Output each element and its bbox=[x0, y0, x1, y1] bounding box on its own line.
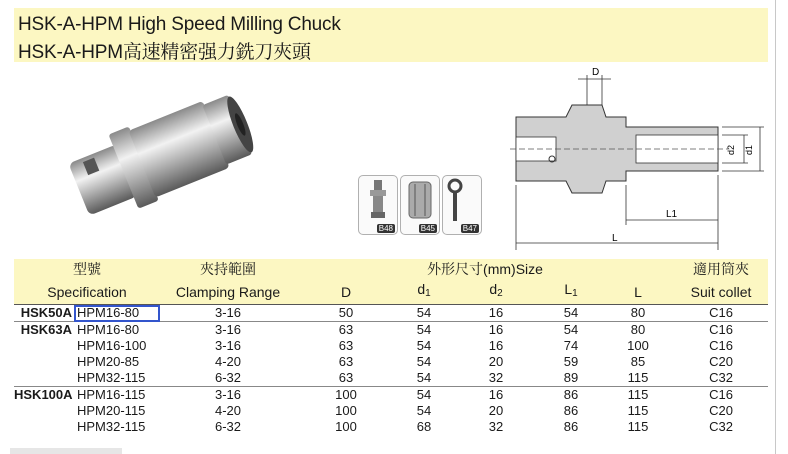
dim-d1-label: d1 bbox=[744, 144, 754, 155]
dim-d2-label: d2 bbox=[726, 144, 736, 155]
col-d2-letter: d bbox=[489, 281, 498, 297]
d1-cell: 54 bbox=[396, 305, 452, 322]
dim-D-label: D bbox=[592, 67, 600, 78]
pull-stud-thumbnail[interactable] bbox=[358, 175, 398, 235]
L-cell: 115 bbox=[627, 370, 649, 385]
table-row bbox=[14, 387, 768, 404]
col-d2-sub: 2 bbox=[497, 288, 503, 299]
L1-cell: 89 bbox=[563, 370, 579, 385]
d1-cell: 54 bbox=[416, 338, 432, 353]
table-row bbox=[14, 370, 768, 387]
series-cell bbox=[14, 354, 74, 370]
dim-L-label: L bbox=[612, 233, 618, 244]
col-L1-header bbox=[540, 279, 602, 305]
model-cell[interactable]: HPM20-85 bbox=[77, 354, 140, 369]
D-cell: 63 bbox=[338, 338, 354, 353]
clamp-header-cn: 夾持範圍 bbox=[160, 259, 296, 279]
page-divider bbox=[775, 0, 776, 454]
d2-cell: 32 bbox=[488, 419, 504, 434]
collet-cell: C16 bbox=[674, 305, 768, 322]
L-cell: 80 bbox=[602, 322, 674, 339]
thumbnail-code: B47 bbox=[462, 224, 477, 233]
accessory-thumbnails bbox=[358, 175, 482, 237]
collet-cell: C20 bbox=[709, 403, 733, 418]
size-header: 外形尺寸(mm)Size bbox=[296, 259, 674, 279]
wrench-icon bbox=[443, 176, 481, 224]
L1-cell: 59 bbox=[563, 354, 579, 369]
range-cell: 3-16 bbox=[214, 338, 242, 353]
D-cell: 50 bbox=[296, 305, 396, 322]
model-cell[interactable]: HPM32-115 bbox=[77, 370, 146, 385]
table-row bbox=[14, 305, 768, 322]
collet-cell: C16 bbox=[674, 387, 768, 404]
range-cell: 4-20 bbox=[214, 403, 242, 418]
d2-cell: 20 bbox=[488, 354, 504, 369]
range-cell: 6-32 bbox=[214, 419, 242, 434]
table-row bbox=[14, 322, 768, 339]
page-title-chinese: HSK-A-HPM高速精密强力銑刀夾頭 bbox=[18, 42, 311, 63]
series-cell bbox=[14, 338, 74, 354]
series-cell bbox=[14, 370, 74, 387]
series-cell bbox=[14, 403, 74, 419]
L-cell: 115 bbox=[602, 387, 674, 404]
bottom-scroll-strip bbox=[10, 448, 122, 454]
col-d2-header bbox=[452, 279, 540, 305]
d1-cell: 68 bbox=[416, 419, 432, 434]
L1-cell: 86 bbox=[563, 419, 579, 434]
thumbnail-code: B45 bbox=[420, 224, 435, 233]
range-cell: 3-16 bbox=[160, 305, 296, 322]
L-cell: 85 bbox=[630, 354, 646, 369]
model-cell[interactable]: HPM16-100 bbox=[77, 338, 147, 353]
collet-header-cn: 適用筒夾 bbox=[674, 259, 768, 279]
d1-cell: 54 bbox=[416, 370, 432, 385]
L1-cell: 74 bbox=[563, 338, 579, 353]
col-L-header: L bbox=[602, 279, 674, 305]
d2-cell: 16 bbox=[452, 387, 540, 404]
table-row bbox=[14, 403, 768, 419]
L1-cell: 86 bbox=[563, 403, 579, 418]
col-L1-sub: 1 bbox=[572, 288, 578, 299]
pull-stud-icon bbox=[359, 176, 397, 224]
d2-cell: 20 bbox=[488, 403, 504, 418]
L-cell: 100 bbox=[627, 338, 649, 353]
range-cell: 4-20 bbox=[214, 354, 242, 369]
D-cell: 63 bbox=[296, 322, 396, 339]
model-cell[interactable]: HPM32-115 bbox=[77, 419, 146, 434]
d2-cell: 16 bbox=[452, 305, 540, 322]
model-cell-selected[interactable]: HPM16-80 bbox=[74, 305, 160, 322]
d1-cell: 54 bbox=[416, 354, 432, 369]
model-cell[interactable]: HPM16-115 bbox=[74, 387, 160, 404]
series-cell: HSK50A bbox=[14, 305, 74, 322]
clamp-header-en: Clamping Range bbox=[160, 279, 296, 305]
spec-header-en: Specification bbox=[14, 279, 160, 305]
col-d1-header bbox=[396, 279, 452, 305]
title-banner bbox=[14, 8, 768, 62]
table-row bbox=[14, 419, 768, 435]
model-cell[interactable]: HPM20-115 bbox=[77, 403, 146, 418]
D-cell: 63 bbox=[338, 370, 354, 385]
table-row bbox=[14, 338, 768, 354]
d2-cell: 32 bbox=[488, 370, 504, 385]
collet-cell: C32 bbox=[709, 370, 733, 385]
L1-cell: 54 bbox=[540, 322, 602, 339]
collet-cell: C32 bbox=[709, 419, 733, 434]
collet-cell: C16 bbox=[709, 338, 733, 353]
col-L1-letter: L bbox=[564, 281, 573, 297]
d1-cell: 54 bbox=[416, 403, 432, 418]
collet-header-en: Suit collet bbox=[674, 279, 768, 305]
D-cell: 63 bbox=[338, 354, 354, 369]
D-cell: 100 bbox=[335, 403, 357, 418]
collet-icon bbox=[401, 176, 439, 224]
spec-table bbox=[14, 259, 768, 435]
d1-cell: 54 bbox=[396, 322, 452, 339]
model-cell[interactable]: HPM16-80 bbox=[74, 322, 160, 339]
L-cell: 115 bbox=[627, 419, 649, 434]
D-cell: 100 bbox=[335, 419, 357, 434]
dim-L1-label: L1 bbox=[666, 209, 678, 220]
d2-cell: 16 bbox=[452, 322, 540, 339]
series-cell: HSK63A bbox=[14, 322, 74, 339]
range-cell: 6-32 bbox=[214, 370, 242, 385]
wrench-thumbnail[interactable] bbox=[442, 175, 482, 235]
col-D-header: D bbox=[296, 279, 396, 305]
collet-thumbnail[interactable] bbox=[400, 175, 440, 235]
L1-cell: 54 bbox=[540, 305, 602, 322]
D-cell: 100 bbox=[296, 387, 396, 404]
series-cell: HSK100A bbox=[14, 387, 73, 402]
d2-cell: 16 bbox=[488, 338, 504, 353]
collet-cell: C20 bbox=[709, 354, 733, 369]
technical-drawing bbox=[506, 65, 774, 250]
thumbnail-code: B48 bbox=[378, 224, 393, 233]
L-cell: 80 bbox=[602, 305, 674, 322]
L-cell: 115 bbox=[627, 403, 649, 418]
col-d1-letter: d bbox=[417, 281, 426, 297]
table-row bbox=[14, 354, 768, 370]
d1-cell: 54 bbox=[396, 387, 452, 404]
col-d1-sub: 1 bbox=[425, 288, 431, 299]
L1-cell: 86 bbox=[540, 387, 602, 404]
page-title-english: HSK-A-HPM High Speed Milling Chuck bbox=[18, 14, 341, 35]
range-cell: 3-16 bbox=[160, 387, 296, 404]
range-cell: 3-16 bbox=[160, 322, 296, 339]
spec-header-cn: 型號 bbox=[14, 259, 160, 279]
collet-cell: C16 bbox=[674, 322, 768, 339]
chuck-product-photo bbox=[62, 80, 262, 230]
series-cell bbox=[14, 419, 74, 435]
